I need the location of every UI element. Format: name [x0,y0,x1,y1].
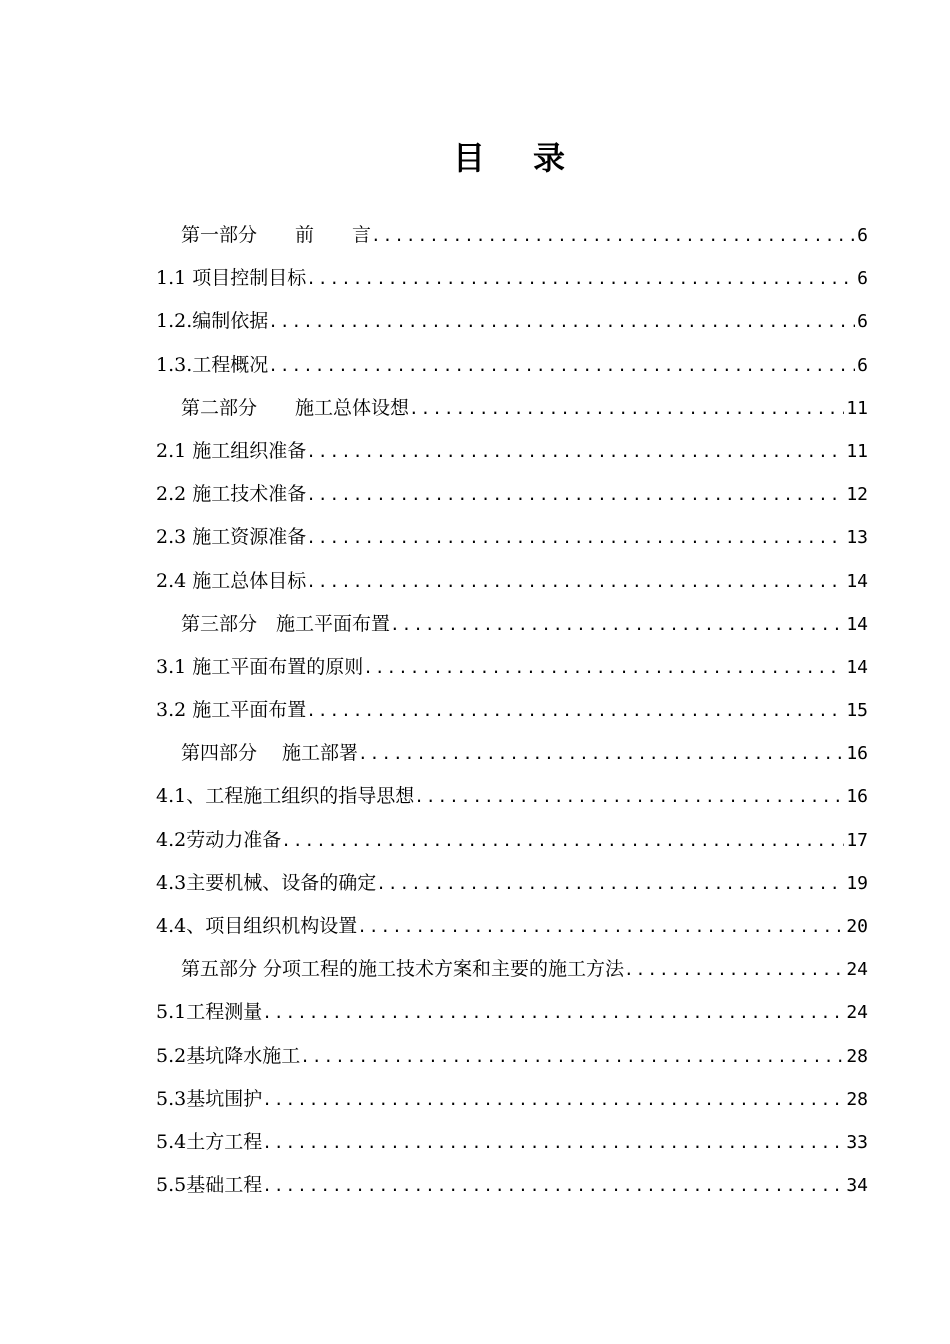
page-title: 目录 [452,139,613,177]
toc-dot-leader [306,430,844,473]
toc-section-entry[interactable] [156,775,868,818]
toc-dot-leader [624,948,844,991]
toc-entry-label: 3.2 施工平面布置 [156,699,307,722]
toc-dot-leader [414,775,844,818]
toc-page-number: 17 [846,829,868,851]
toc-section-entry[interactable] [156,430,868,473]
toc-dot-leader [390,603,844,646]
toc-entry-label: 2.3 施工资源准备 [156,526,307,549]
toc-page-number: 33 [846,1131,868,1153]
table-of-contents [156,214,868,1207]
toc-dot-leader [363,646,844,689]
toc-dot-leader [281,819,844,862]
toc-part-entry[interactable] [156,948,868,991]
toc-section-entry[interactable] [156,300,868,343]
toc-dot-leader [262,991,844,1034]
toc-dot-leader [306,560,844,603]
toc-dot-leader [306,473,844,516]
toc-section-entry[interactable] [156,991,868,1034]
toc-entry-label: 2.2 施工技术准备 [156,483,307,506]
toc-page-number: 11 [846,397,868,419]
toc-page-number: 6 [857,225,868,246]
toc-page-number: 15 [846,700,868,722]
toc-dot-leader [306,516,844,559]
toc-dot-leader [306,689,844,732]
toc-entry-label: 1.2.编制依据 [156,310,269,333]
toc-dot-leader [262,1078,844,1121]
toc-entry-label: 5.3基坑围护 [156,1087,263,1110]
toc-section-entry[interactable] [156,905,868,948]
toc-entry-label: 2.4 施工总体目标 [156,569,307,592]
toc-dot-leader [300,1035,844,1078]
toc-entry-label: 5.2基坑降水施工 [156,1044,301,1067]
toc-entry-label: 5.4土方工程 [156,1130,263,1153]
toc-dot-leader [376,862,844,905]
toc-page-number: 6 [857,311,868,333]
toc-section-entry[interactable] [156,257,868,300]
toc-dot-leader [371,214,855,257]
toc-entry-label: 第五部分 分项工程的施工技术方案和主要的施工方法 [181,958,625,981]
toc-entry-label: 1.1 项目控制目标 [156,267,307,290]
toc-section-entry[interactable] [156,344,868,387]
toc-entry-label: 5.1工程测量 [156,1001,263,1024]
toc-dot-leader [262,1121,844,1164]
toc-dot-leader [306,257,855,300]
toc-page-number: 14 [846,613,868,635]
toc-section-entry[interactable] [156,560,868,603]
toc-page-number: 34 [846,1175,868,1197]
toc-entry-label: 4.4、项目组织机构设置 [156,915,358,937]
toc-entry-label: 1.3.工程概况 [156,353,269,376]
toc-page-number: 28 [846,1088,868,1110]
toc-page-number: 6 [857,354,868,376]
toc-part-entry[interactable] [156,214,868,257]
toc-page-number: 24 [846,1002,868,1024]
toc-entry-label: 5.5基础工程 [156,1174,263,1197]
toc-part-entry[interactable] [156,387,868,430]
toc-entry-label: 3.1 施工平面布置的原则 [156,655,364,678]
toc-page-number: 6 [857,268,868,290]
toc-section-entry[interactable] [156,1078,868,1121]
toc-page-number: 20 [846,916,868,937]
toc-part-entry[interactable] [156,732,868,775]
toc-dot-leader [268,300,855,343]
toc-section-entry[interactable] [156,689,868,732]
toc-page-number: 11 [846,440,868,462]
toc-entry-label: 4.2劳动力准备 [156,828,282,851]
toc-dot-leader [409,387,844,430]
toc-section-entry[interactable] [156,516,868,559]
toc-dot-leader [358,732,844,775]
toc-section-entry[interactable] [156,819,868,862]
toc-section-entry[interactable] [156,646,868,689]
toc-entry-label: 第一部分 前 言 [181,224,372,246]
toc-entry-label: 第四部分 施工部署 [181,742,359,765]
toc-entry-label: 2.1 施工组织准备 [156,439,307,462]
toc-dot-leader [262,1164,844,1207]
toc-section-entry[interactable] [156,1121,868,1164]
toc-entry-label: 第三部分 施工平面布置 [181,612,391,635]
toc-section-entry[interactable] [156,1164,868,1207]
toc-entry-label: 4.1、工程施工组织的指导思想 [156,785,415,808]
toc-section-entry[interactable] [156,473,868,516]
toc-page-number: 19 [846,872,868,894]
toc-dot-leader [268,344,855,387]
toc-page-number: 14 [846,570,868,592]
toc-page-number: 24 [846,959,868,981]
toc-entry-label: 第二部分 施工总体设想 [181,396,410,419]
toc-section-entry[interactable] [156,1035,868,1078]
toc-section-entry[interactable] [156,862,868,905]
toc-dot-leader [357,905,844,948]
toc-page-number: 14 [846,656,868,678]
toc-page-number: 28 [846,1045,868,1067]
toc-page-number: 13 [846,527,868,549]
toc-page-number: 16 [846,786,868,808]
toc-entry-label: 4.3主要机械、设备的确定 [156,871,377,894]
toc-page-number: 16 [846,743,868,765]
toc-page-number: 12 [846,484,868,506]
toc-part-entry[interactable] [156,603,868,646]
